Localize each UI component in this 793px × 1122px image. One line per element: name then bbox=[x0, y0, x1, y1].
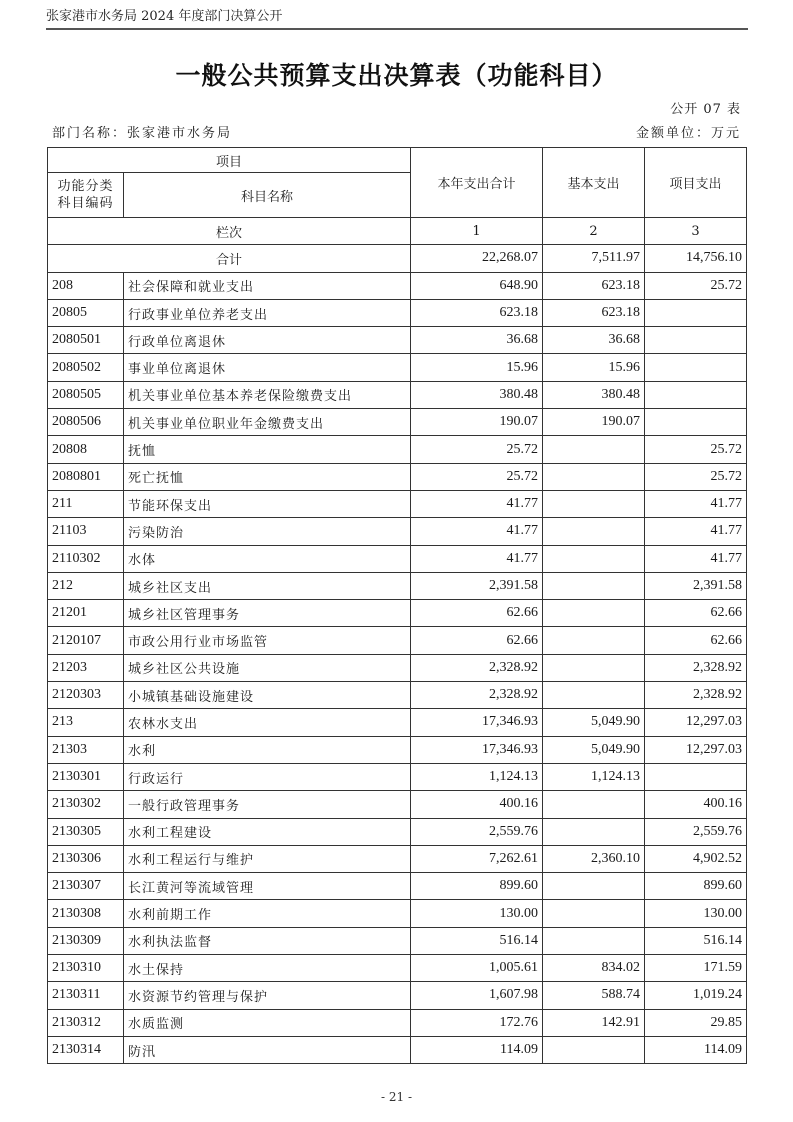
row-code: 213 bbox=[48, 709, 124, 736]
row-project: 12,297.03 bbox=[645, 736, 747, 763]
table-row bbox=[48, 600, 747, 627]
row-project bbox=[645, 381, 747, 408]
table-row bbox=[48, 299, 747, 326]
row-code: 20808 bbox=[48, 436, 124, 463]
table-row bbox=[48, 436, 747, 463]
table-row bbox=[48, 381, 747, 408]
row-name: 农林水支出 bbox=[124, 709, 411, 736]
total-amount: 22,268.07 bbox=[411, 245, 543, 272]
row-project: 2,328.92 bbox=[645, 654, 747, 681]
table-row bbox=[48, 545, 747, 572]
header-total: 本年支出合计 bbox=[411, 148, 543, 218]
row-total: 114.09 bbox=[411, 1036, 543, 1063]
row-project: 29.85 bbox=[645, 1009, 747, 1036]
row-basic: 623.18 bbox=[543, 272, 645, 299]
row-name: 水利工程运行与维护 bbox=[124, 845, 411, 872]
row-name: 城乡社区支出 bbox=[124, 572, 411, 599]
row-project: 114.09 bbox=[645, 1036, 747, 1063]
row-basic bbox=[543, 572, 645, 599]
row-project: 899.60 bbox=[645, 873, 747, 900]
row-name: 水利前期工作 bbox=[124, 900, 411, 927]
row-name: 市政公用行业市场监管 bbox=[124, 627, 411, 654]
row-code: 2110302 bbox=[48, 545, 124, 572]
table-row bbox=[48, 791, 747, 818]
row-total: 62.66 bbox=[411, 627, 543, 654]
row-name: 行政单位离退休 bbox=[124, 327, 411, 354]
row-name: 水利执法监督 bbox=[124, 927, 411, 954]
row-basic: 588.74 bbox=[543, 982, 645, 1009]
row-code: 2080502 bbox=[48, 354, 124, 381]
row-name: 死亡抚恤 bbox=[124, 463, 411, 490]
amount-unit: 金额单位：万元 bbox=[635, 126, 741, 141]
department-name: 部门名称：张家港市水务局 bbox=[52, 126, 233, 141]
row-name: 机关事业单位基本养老保险缴费支出 bbox=[124, 381, 411, 408]
row-project: 516.14 bbox=[645, 927, 747, 954]
row-name: 长江黄河等流域管理 bbox=[124, 873, 411, 900]
row-code: 2080506 bbox=[48, 409, 124, 436]
row-total: 2,328.92 bbox=[411, 654, 543, 681]
column-index-3: 3 bbox=[645, 218, 747, 245]
row-total: 380.48 bbox=[411, 381, 543, 408]
row-name: 一般行政管理事务 bbox=[124, 791, 411, 818]
row-total: 2,328.92 bbox=[411, 682, 543, 709]
row-total: 1,124.13 bbox=[411, 763, 543, 790]
row-project bbox=[645, 299, 747, 326]
row-project: 25.72 bbox=[645, 463, 747, 490]
row-total: 190.07 bbox=[411, 409, 543, 436]
row-basic bbox=[543, 490, 645, 517]
running-header: 张家港市水务局 2024 年度部门决算公开 bbox=[46, 8, 748, 30]
row-total: 25.72 bbox=[411, 436, 543, 463]
row-basic bbox=[543, 627, 645, 654]
row-code: 2120107 bbox=[48, 627, 124, 654]
row-code: 2130301 bbox=[48, 763, 124, 790]
row-basic: 2,360.10 bbox=[543, 845, 645, 872]
row-project: 41.77 bbox=[645, 545, 747, 572]
table-row bbox=[48, 982, 747, 1009]
row-project: 2,559.76 bbox=[645, 818, 747, 845]
header-row-1 bbox=[48, 148, 747, 173]
header-name: 科目名称 bbox=[124, 173, 411, 218]
row-code: 2130309 bbox=[48, 927, 124, 954]
row-project: 62.66 bbox=[645, 627, 747, 654]
row-total: 41.77 bbox=[411, 545, 543, 572]
row-code: 2130311 bbox=[48, 982, 124, 1009]
row-project: 4,902.52 bbox=[645, 845, 747, 872]
table-row bbox=[48, 518, 747, 545]
table-row bbox=[48, 900, 747, 927]
row-total: 899.60 bbox=[411, 873, 543, 900]
row-name: 事业单位离退休 bbox=[124, 354, 411, 381]
row-basic: 15.96 bbox=[543, 354, 645, 381]
table-row bbox=[48, 763, 747, 790]
row-basic: 142.91 bbox=[543, 1009, 645, 1036]
row-basic: 1,124.13 bbox=[543, 763, 645, 790]
row-name: 水土保持 bbox=[124, 955, 411, 982]
table-row bbox=[48, 490, 747, 517]
column-index-2: 2 bbox=[543, 218, 645, 245]
row-project: 400.16 bbox=[645, 791, 747, 818]
row-project bbox=[645, 354, 747, 381]
row-code: 21203 bbox=[48, 654, 124, 681]
table-row bbox=[48, 927, 747, 954]
row-code: 208 bbox=[48, 272, 124, 299]
row-project: 41.77 bbox=[645, 518, 747, 545]
row-code: 2130310 bbox=[48, 955, 124, 982]
row-basic bbox=[543, 463, 645, 490]
total-basic: 7,511.97 bbox=[543, 245, 645, 272]
row-total: 130.00 bbox=[411, 900, 543, 927]
row-basic: 623.18 bbox=[543, 299, 645, 326]
row-basic: 190.07 bbox=[543, 409, 645, 436]
row-code: 2130306 bbox=[48, 845, 124, 872]
row-basic bbox=[543, 900, 645, 927]
row-code: 2130302 bbox=[48, 791, 124, 818]
row-basic: 380.48 bbox=[543, 381, 645, 408]
table-row bbox=[48, 354, 747, 381]
row-project: 12,297.03 bbox=[645, 709, 747, 736]
table-row bbox=[48, 873, 747, 900]
header-project: 项目支出 bbox=[645, 148, 747, 218]
table-row bbox=[48, 327, 747, 354]
row-name: 社会保障和就业支出 bbox=[124, 272, 411, 299]
row-name: 抚恤 bbox=[124, 436, 411, 463]
row-total: 41.77 bbox=[411, 490, 543, 517]
row-total: 648.90 bbox=[411, 272, 543, 299]
table-row bbox=[48, 463, 747, 490]
row-code: 20805 bbox=[48, 299, 124, 326]
row-total: 623.18 bbox=[411, 299, 543, 326]
row-project bbox=[645, 763, 747, 790]
row-basic bbox=[543, 600, 645, 627]
column-index-label: 栏次 bbox=[48, 218, 411, 245]
row-code: 2130314 bbox=[48, 1036, 124, 1063]
row-basic: 834.02 bbox=[543, 955, 645, 982]
row-total: 36.68 bbox=[411, 327, 543, 354]
row-name: 行政事业单位养老支出 bbox=[124, 299, 411, 326]
row-name: 水体 bbox=[124, 545, 411, 572]
row-total: 1,005.61 bbox=[411, 955, 543, 982]
row-basic bbox=[543, 682, 645, 709]
row-name: 水资源节约管理与保护 bbox=[124, 982, 411, 1009]
row-total: 7,262.61 bbox=[411, 845, 543, 872]
header-code: 功能分类 科目编码 bbox=[48, 173, 124, 218]
row-name: 城乡社区管理事务 bbox=[124, 600, 411, 627]
table-number: 公开 07 表 bbox=[670, 102, 741, 117]
row-total: 400.16 bbox=[411, 791, 543, 818]
row-basic bbox=[543, 436, 645, 463]
row-project: 41.77 bbox=[645, 490, 747, 517]
row-code: 2120303 bbox=[48, 682, 124, 709]
row-name: 机关事业单位职业年金缴费支出 bbox=[124, 409, 411, 436]
header-item: 项目 bbox=[48, 148, 411, 173]
row-total: 15.96 bbox=[411, 354, 543, 381]
page-title: 一般公共预算支出决算表（功能科目） bbox=[175, 61, 618, 90]
column-index-row bbox=[48, 218, 747, 245]
expenditure-table bbox=[47, 147, 747, 1064]
row-code: 2080501 bbox=[48, 327, 124, 354]
row-project: 130.00 bbox=[645, 900, 747, 927]
row-basic: 5,049.90 bbox=[543, 709, 645, 736]
row-basic: 36.68 bbox=[543, 327, 645, 354]
row-code: 2130308 bbox=[48, 900, 124, 927]
total-row bbox=[48, 245, 747, 272]
row-code: 2130305 bbox=[48, 818, 124, 845]
row-code: 2130312 bbox=[48, 1009, 124, 1036]
row-total: 17,346.93 bbox=[411, 736, 543, 763]
row-name: 小城镇基础设施建设 bbox=[124, 682, 411, 709]
row-project: 25.72 bbox=[645, 436, 747, 463]
row-total: 2,559.76 bbox=[411, 818, 543, 845]
table-row bbox=[48, 709, 747, 736]
row-name: 防汛 bbox=[124, 1036, 411, 1063]
total-label: 合计 bbox=[48, 245, 411, 272]
table-row bbox=[48, 682, 747, 709]
row-project: 25.72 bbox=[645, 272, 747, 299]
column-index-1: 1 bbox=[411, 218, 543, 245]
row-code: 2080801 bbox=[48, 463, 124, 490]
row-name: 行政运行 bbox=[124, 763, 411, 790]
row-project: 2,328.92 bbox=[645, 682, 747, 709]
row-code: 21103 bbox=[48, 518, 124, 545]
row-name: 污染防治 bbox=[124, 518, 411, 545]
row-code: 212 bbox=[48, 572, 124, 599]
row-total: 41.77 bbox=[411, 518, 543, 545]
row-basic: 5,049.90 bbox=[543, 736, 645, 763]
table-row bbox=[48, 818, 747, 845]
row-project: 62.66 bbox=[645, 600, 747, 627]
row-name: 城乡社区公共设施 bbox=[124, 654, 411, 681]
row-basic bbox=[543, 545, 645, 572]
row-name: 水利 bbox=[124, 736, 411, 763]
row-basic bbox=[543, 1036, 645, 1063]
row-total: 2,391.58 bbox=[411, 572, 543, 599]
table-row bbox=[48, 1036, 747, 1063]
row-total: 17,346.93 bbox=[411, 709, 543, 736]
row-basic bbox=[543, 927, 645, 954]
row-total: 1,607.98 bbox=[411, 982, 543, 1009]
total-project: 14,756.10 bbox=[645, 245, 747, 272]
row-basic bbox=[543, 818, 645, 845]
row-project: 1,019.24 bbox=[645, 982, 747, 1009]
row-name: 水质监测 bbox=[124, 1009, 411, 1036]
table-row bbox=[48, 272, 747, 299]
row-name: 节能环保支出 bbox=[124, 490, 411, 517]
table-row bbox=[48, 627, 747, 654]
table-row bbox=[48, 736, 747, 763]
table-row bbox=[48, 1009, 747, 1036]
header-basic: 基本支出 bbox=[543, 148, 645, 218]
row-project: 2,391.58 bbox=[645, 572, 747, 599]
table-row bbox=[48, 572, 747, 599]
row-basic bbox=[543, 518, 645, 545]
row-code: 2080505 bbox=[48, 381, 124, 408]
row-project: 171.59 bbox=[645, 955, 747, 982]
page-number: - 21 - bbox=[380, 1090, 412, 1104]
table-row bbox=[48, 409, 747, 436]
table-row bbox=[48, 654, 747, 681]
table-row bbox=[48, 955, 747, 982]
row-code: 21303 bbox=[48, 736, 124, 763]
row-code: 2130307 bbox=[48, 873, 124, 900]
row-code: 21201 bbox=[48, 600, 124, 627]
row-code: 211 bbox=[48, 490, 124, 517]
row-total: 62.66 bbox=[411, 600, 543, 627]
table-row bbox=[48, 845, 747, 872]
row-project bbox=[645, 327, 747, 354]
row-basic bbox=[543, 873, 645, 900]
row-basic bbox=[543, 654, 645, 681]
row-project bbox=[645, 409, 747, 436]
row-total: 516.14 bbox=[411, 927, 543, 954]
row-total: 172.76 bbox=[411, 1009, 543, 1036]
row-total: 25.72 bbox=[411, 463, 543, 490]
row-name: 水利工程建设 bbox=[124, 818, 411, 845]
row-basic bbox=[543, 791, 645, 818]
